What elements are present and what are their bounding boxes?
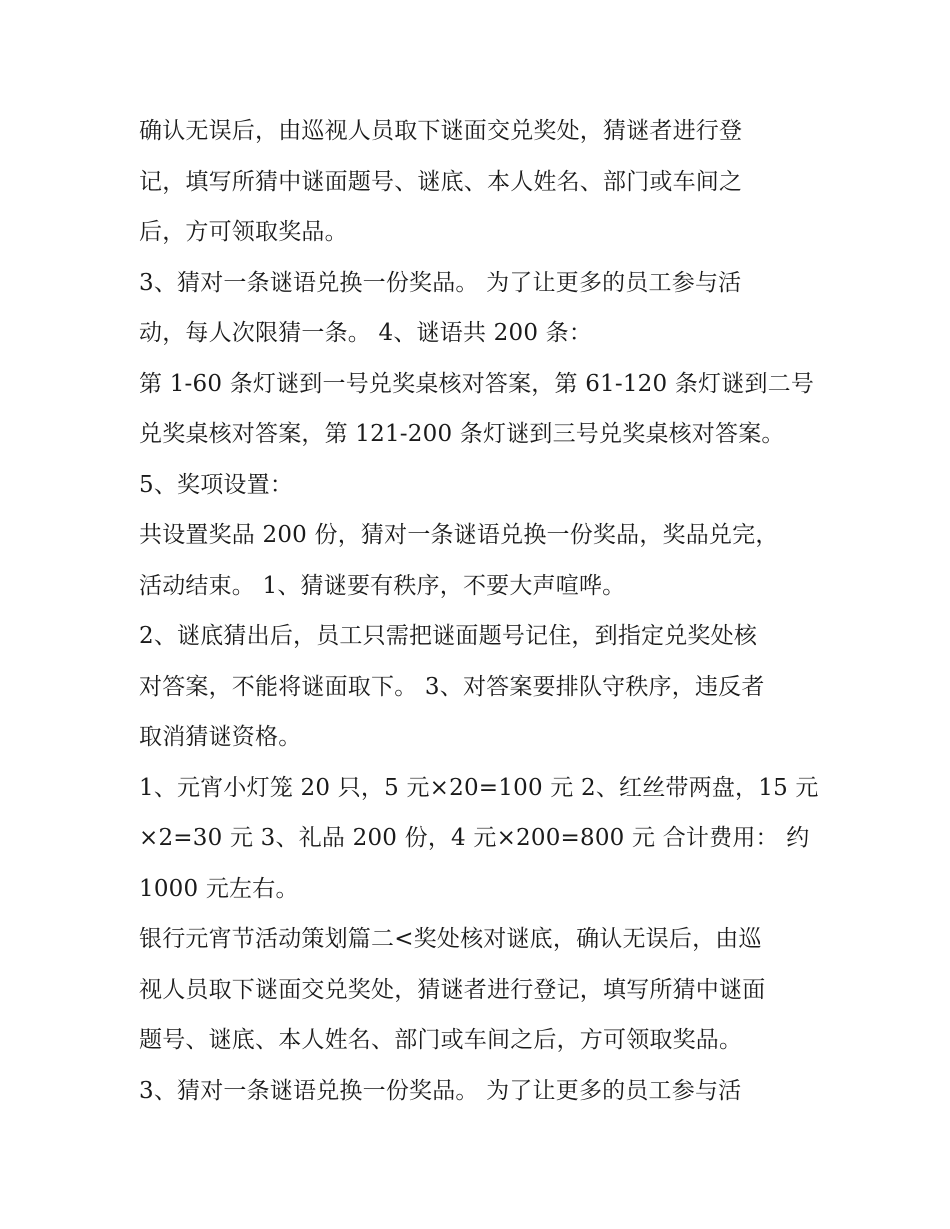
text-line-14: 1、元宵小灯笼 20 只，5 元×20=100 元 2、红丝带两盘，15 元: [139, 774, 819, 801]
text-line-13: 取消猜谜资格。: [139, 724, 302, 750]
text-line-15: ×2=30 元 3、礼品 200 份，4 元×200=800 元 合计费用： 约: [139, 825, 810, 851]
text-line-7: 兑奖桌核对答案，第 121-200 条灯谜到三号兑奖桌核对答案。: [139, 421, 785, 447]
text-line-19: 题号、谜底、本人姓名、部门或车间之后，方可领取奖品。: [139, 1027, 743, 1053]
document-body: [139, 106, 839, 1116]
text-line-10: 活动结束。 1、猜谜要有秩序，不要大声喧哗。: [139, 572, 626, 599]
text-line-4: 3、猜对一条谜语兑换一份奖品。 为了让更多的员工参与活: [139, 269, 742, 296]
text-line-11: 2、谜底猜出后，员工只需把谜面题号记住，到指定兑奖处核: [139, 623, 758, 649]
text-line-12: 对答案，不能将谜面取下。 3、对答案要排队守秩序，违反者: [139, 673, 765, 700]
text-line-16: 1000 元左右。: [139, 875, 299, 902]
text-line-5: 动，每人次限猜一条。 4、谜语共 200 条：: [139, 320, 593, 346]
text-line-20: 3、猜对一条谜语兑换一份奖品。 为了让更多的员工参与活: [139, 1077, 742, 1104]
text-line-3: 后，方可领取奖品。: [139, 219, 348, 245]
text-line-9: 共设置奖品 200 份，猜对一条谜语兑换一份奖品，奖品兑完，: [139, 522, 779, 548]
text-line-18: 视人员取下谜面交兑奖处，猜谜者进行登记，填写所猜中谜面: [139, 976, 766, 1003]
text-line-8: 5、奖项设置：: [139, 471, 294, 498]
text-line-1: 确认无误后，由巡视人员取下谜面交兑奖处，猜谜者进行登: [139, 118, 743, 144]
text-line-2: 记，填写所猜中谜面题号、谜底、本人姓名、部门或车间之: [139, 168, 743, 195]
text-line-6: 第 1-60 条灯谜到一号兑奖桌核对答案，第 61-120 条灯谜到二号: [139, 370, 815, 397]
text-line-17: 银行元宵节活动策划篇二<奖处核对谜底，确认无误后，由巡: [139, 926, 762, 952]
